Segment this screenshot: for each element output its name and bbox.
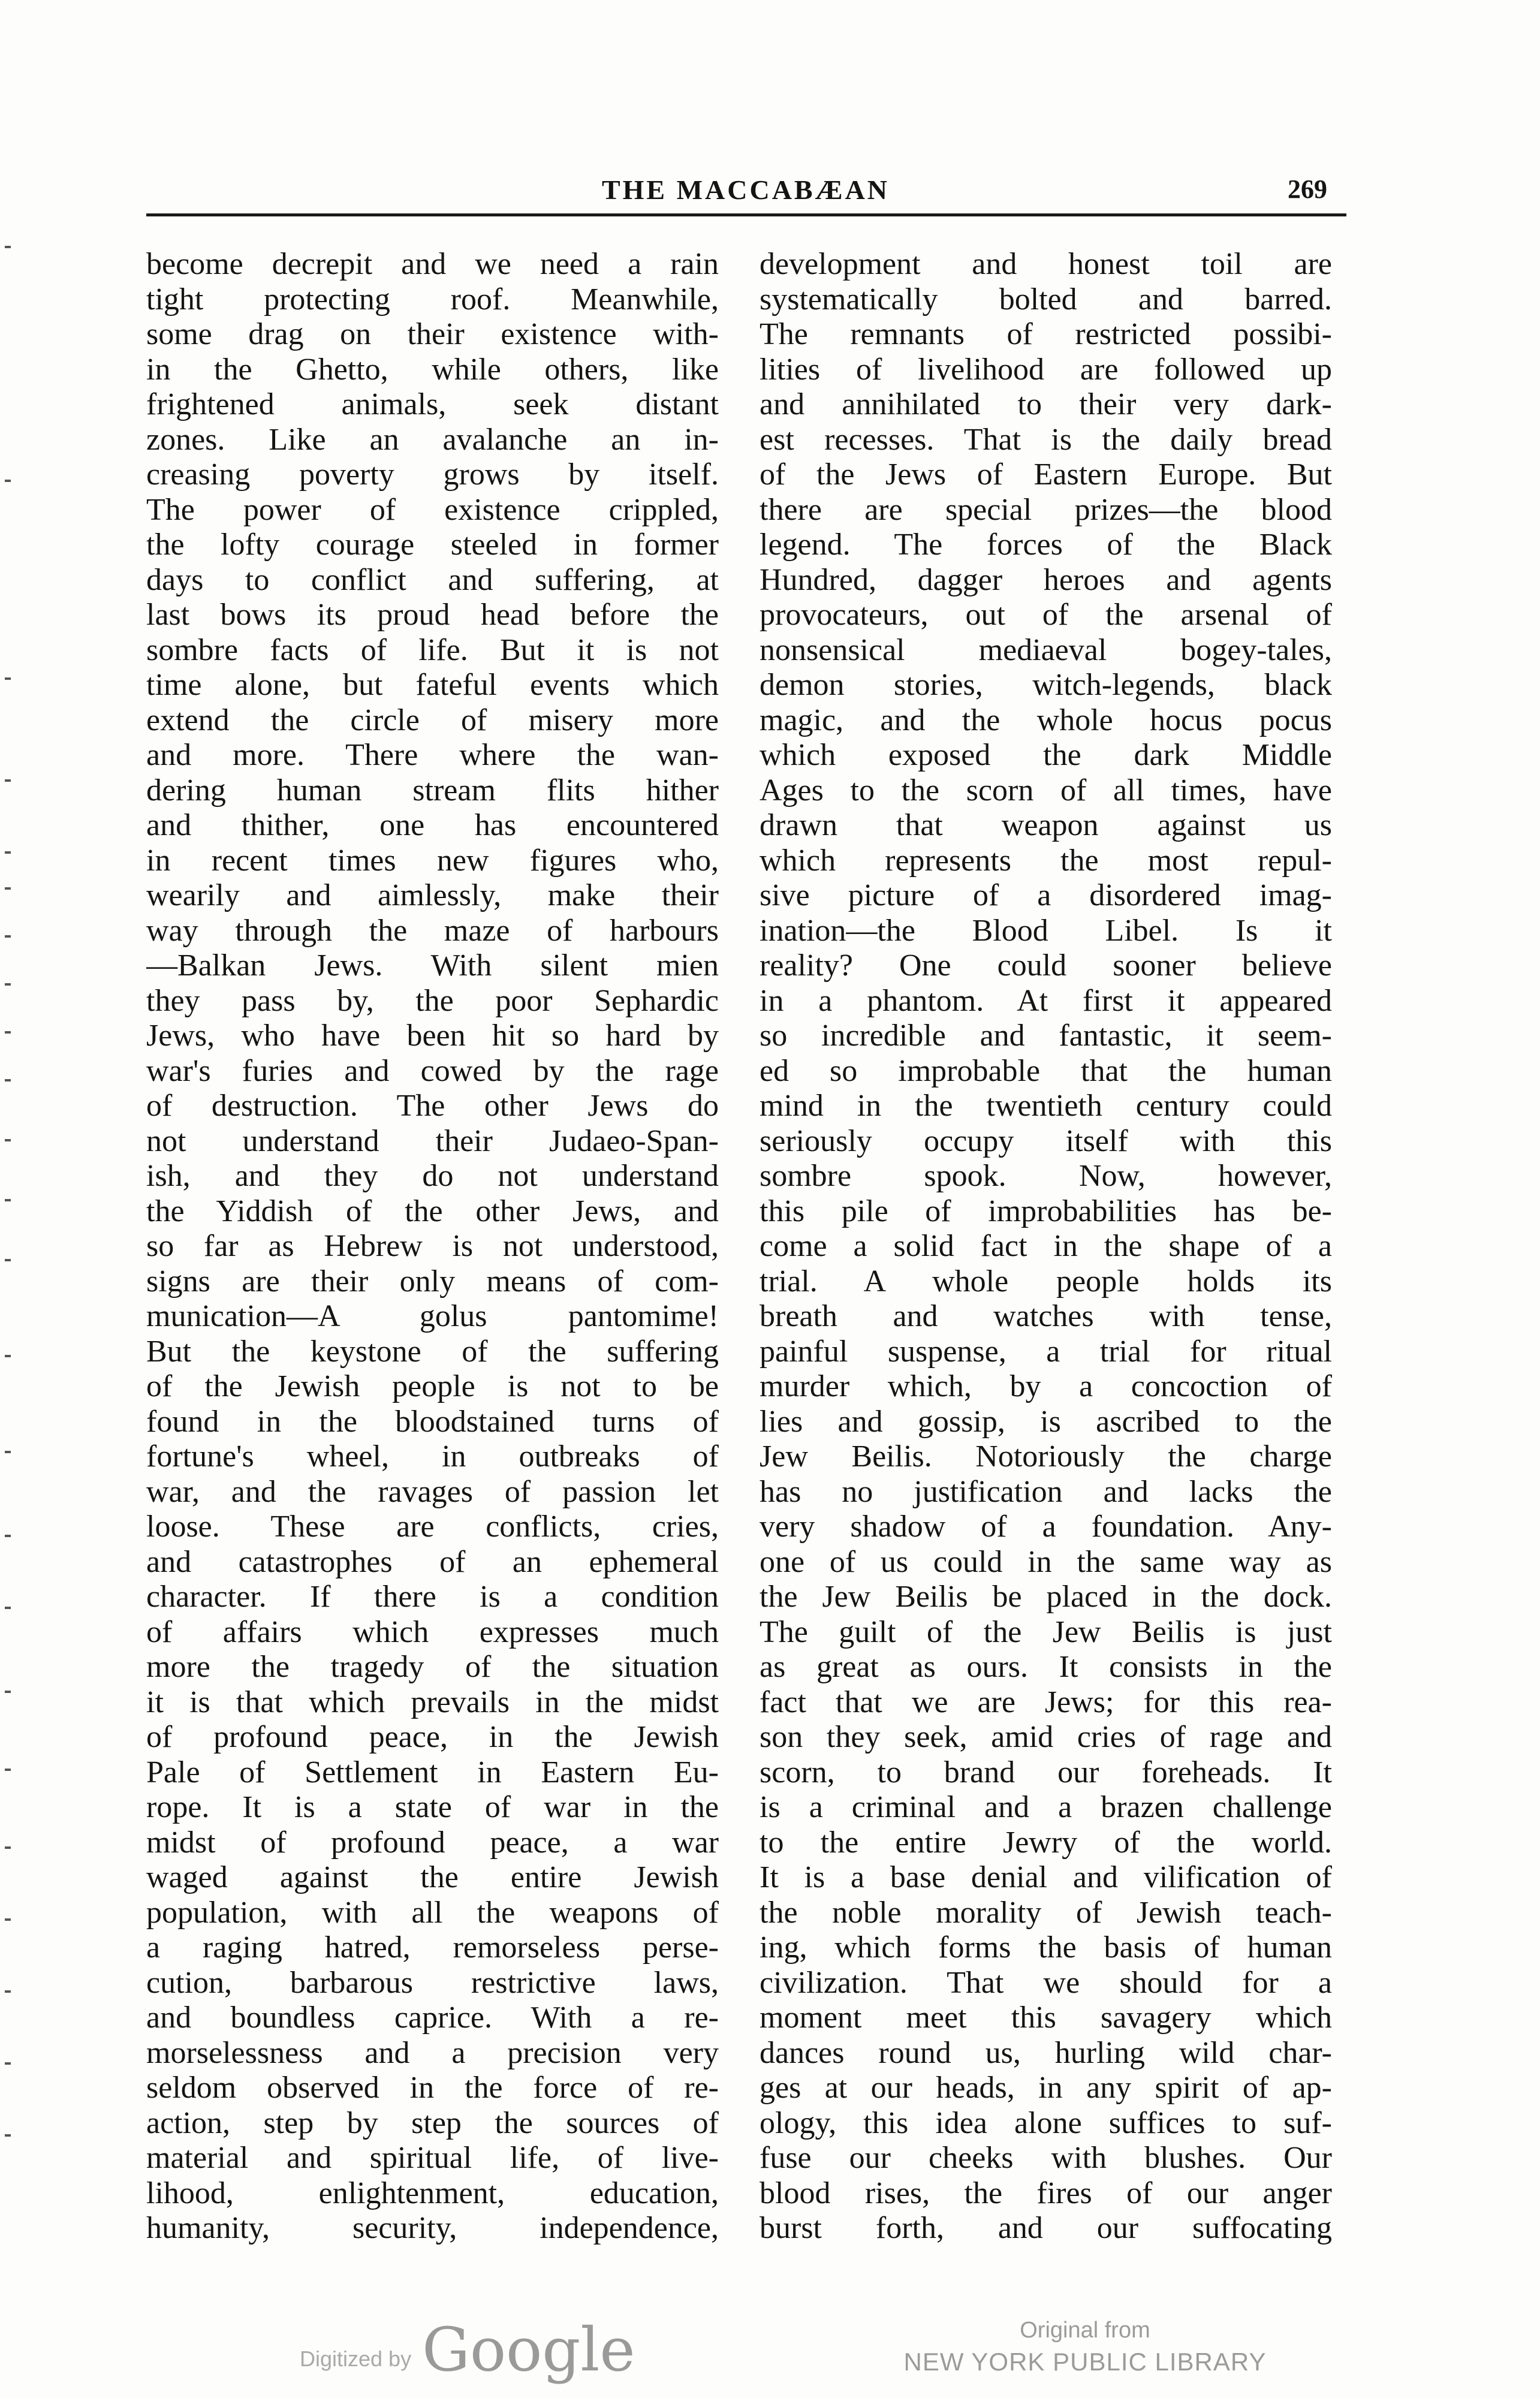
text-line: which represents the most repul- bbox=[760, 843, 1332, 878]
text-line: to the entire Jewry of the world. bbox=[760, 1825, 1332, 1860]
text-line: some drag on their existence with- bbox=[146, 317, 719, 351]
text-line: Pale of Settlement in Eastern Eu- bbox=[146, 1755, 719, 1790]
text-line: burst forth, and our suffocating bbox=[760, 2211, 1332, 2245]
digitized-by-watermark bbox=[300, 2314, 635, 2385]
scan-speck bbox=[5, 1451, 11, 1453]
text-line: murder which, by a concoction of bbox=[760, 1369, 1332, 1403]
text-line: of destruction. The other Jews do bbox=[146, 1089, 719, 1123]
text-line: The power of existence crippled, bbox=[146, 492, 719, 527]
text-line: est recesses. That is the daily bread bbox=[760, 422, 1332, 457]
scan-speck bbox=[5, 779, 11, 782]
text-line: morselessness and a precision very bbox=[146, 2035, 719, 2070]
text-line: wearily and aimlessly, make their bbox=[146, 878, 719, 912]
text-line: frightened animals, seek distant bbox=[146, 387, 719, 421]
scan-speck bbox=[5, 677, 11, 680]
scan-speck bbox=[5, 246, 11, 248]
text-line: cution, barbarous restrictive laws, bbox=[146, 1965, 719, 2000]
text-line: son they seek, amid cries of rage and bbox=[760, 1720, 1332, 1754]
scan-speck bbox=[5, 935, 11, 938]
text-line: signs are their only means of com- bbox=[146, 1264, 719, 1299]
text-line: development and honest toil are bbox=[760, 247, 1332, 281]
left-column bbox=[146, 247, 719, 2246]
text-line: lities of livelihood are followed up bbox=[760, 352, 1332, 387]
text-line: scorn, to brand our foreheads. It bbox=[760, 1755, 1332, 1790]
text-line: time alone, but fateful events which bbox=[146, 668, 719, 702]
scan-speck bbox=[5, 851, 11, 854]
text-line: Ages to the scorn of all times, have bbox=[760, 773, 1332, 808]
text-line: zones. Like an avalanche an in- bbox=[146, 422, 719, 457]
text-line: there are special prizes—the blood bbox=[760, 492, 1332, 527]
text-line: dering human stream flits hither bbox=[146, 773, 719, 808]
text-line: very shadow of a foundation. Any- bbox=[760, 1510, 1332, 1544]
scan-speck bbox=[5, 1079, 11, 1081]
text-line: seldom observed in the force of re- bbox=[146, 2071, 719, 2105]
scan-speck bbox=[5, 1031, 11, 1034]
text-line: of profound peace, in the Jewish bbox=[146, 1720, 719, 1754]
page-number: 269 bbox=[1288, 174, 1327, 204]
text-line: of the Jewish people is not to be bbox=[146, 1369, 719, 1403]
scan-speck bbox=[5, 1535, 11, 1537]
text-line: days to conflict and suffering, at bbox=[146, 562, 719, 597]
scan-speck bbox=[5, 1691, 11, 1693]
text-line: provocateurs, out of the arsenal of bbox=[760, 598, 1332, 632]
scan-speck bbox=[5, 2134, 11, 2137]
text-line: Jews, who have been hit so hard by bbox=[146, 1019, 719, 1053]
scan-speck bbox=[5, 983, 11, 986]
right-column bbox=[760, 247, 1332, 2246]
text-line: legend. The forces of the Black bbox=[760, 528, 1332, 562]
text-line: tight protecting roof. Meanwhile, bbox=[146, 282, 719, 317]
text-line: ination—the Blood Libel. Is it bbox=[760, 913, 1332, 948]
text-line: mind in the twentieth century could bbox=[760, 1089, 1332, 1123]
text-line: lihood, enlightenment, education, bbox=[146, 2176, 719, 2210]
text-line: demon stories, witch-legends, black bbox=[760, 668, 1332, 702]
text-line: is a criminal and a brazen challenge bbox=[760, 1790, 1332, 1824]
text-line: character. If there is a condition bbox=[146, 1580, 719, 1614]
text-line: the Jew Beilis be placed in the dock. bbox=[760, 1580, 1332, 1614]
text-line: in a phantom. At first it appeared bbox=[760, 983, 1332, 1018]
text-line: Hundred, dagger heroes and agents bbox=[760, 562, 1332, 597]
text-line: so incredible and fantastic, it seem- bbox=[760, 1019, 1332, 1053]
text-line: But the keystone of the suffering bbox=[146, 1334, 719, 1369]
text-line: moment meet this savagery which bbox=[760, 2001, 1332, 2035]
text-line: creasing poverty grows by itself. bbox=[146, 457, 719, 492]
text-line: and annihilated to their very dark- bbox=[760, 387, 1332, 421]
text-line: and boundless caprice. With a re- bbox=[146, 2001, 719, 2035]
text-line: sive picture of a disordered imag- bbox=[760, 878, 1332, 912]
text-line: of the Jews of Eastern Europe. But bbox=[760, 457, 1332, 492]
text-line: blood rises, the fires of our anger bbox=[760, 2176, 1332, 2210]
text-line: painful suspense, a trial for ritual bbox=[760, 1334, 1332, 1369]
text-line: lies and gossip, is ascribed to the bbox=[760, 1404, 1332, 1439]
scan-speck bbox=[5, 1199, 11, 1201]
text-line: become decrepit and we need a rain bbox=[146, 247, 719, 281]
text-line: Jew Beilis. Notoriously the charge bbox=[760, 1439, 1332, 1474]
text-line: which exposed the dark Middle bbox=[760, 738, 1332, 772]
text-line: the Yiddish of the other Jews, and bbox=[146, 1194, 719, 1228]
text-line: magic, and the whole hocus pocus bbox=[760, 703, 1332, 737]
text-line: it is that which prevails in the midst bbox=[146, 1685, 719, 1719]
text-line: a raging hatred, remorseless perse- bbox=[146, 1930, 719, 1965]
text-line: population, with all the weapons of bbox=[146, 1895, 719, 1930]
scan-speck bbox=[5, 1990, 11, 1993]
text-line: rope. It is a state of war in the bbox=[146, 1790, 719, 1824]
scan-speck bbox=[5, 480, 11, 482]
running-header bbox=[146, 174, 1345, 216]
text-line: in recent times new figures who, bbox=[146, 843, 719, 878]
scan-speck bbox=[5, 1259, 11, 1261]
text-line: material and spiritual life, of live- bbox=[146, 2141, 719, 2175]
text-line: and thither, one has encountered bbox=[146, 808, 719, 842]
text-line: in the Ghetto, while others, like bbox=[146, 352, 719, 387]
scan-margin-marks bbox=[0, 0, 24, 2398]
scan-speck bbox=[5, 1139, 11, 1141]
text-line: drawn that weapon against us bbox=[760, 808, 1332, 842]
text-line: last bows its proud head before the bbox=[146, 598, 719, 632]
scan-speck bbox=[5, 1918, 11, 1921]
scan-speck bbox=[5, 1607, 11, 1609]
text-line: and catastrophes of an ephemeral bbox=[146, 1544, 719, 1579]
digitized-by-label: Digitized by bbox=[300, 2346, 412, 2371]
text-line: ish, and they do not understand bbox=[146, 1159, 719, 1193]
text-line: nonsensical mediaeval bogey-tales, bbox=[760, 632, 1332, 667]
text-line: action, step by step the sources of bbox=[146, 2105, 719, 2140]
text-line: systematically bolted and barred. bbox=[760, 282, 1332, 317]
text-line: reality? One could sooner believe bbox=[760, 948, 1332, 983]
journal-title: THE MACCABÆAN bbox=[601, 174, 890, 205]
google-logo: Google bbox=[422, 2315, 635, 2385]
text-line: ology, this idea alone suffices to suf- bbox=[760, 2105, 1332, 2140]
text-line: come a solid fact in the shape of a bbox=[760, 1229, 1332, 1263]
scan-speck bbox=[5, 2062, 11, 2065]
header-rule bbox=[146, 213, 1346, 216]
scan-speck bbox=[5, 887, 11, 890]
text-line: The guilt of the Jew Beilis is just bbox=[760, 1614, 1332, 1649]
text-line: waged against the entire Jewish bbox=[146, 1860, 719, 1894]
text-line: loose. These are conflicts, cries, bbox=[146, 1510, 719, 1544]
text-line: ges at our heads, in any spirit of ap- bbox=[760, 2071, 1332, 2105]
text-line: The remnants of restricted possibi- bbox=[760, 317, 1332, 351]
text-line: ed so improbable that the human bbox=[760, 1053, 1332, 1088]
text-line: seriously occupy itself with this bbox=[760, 1123, 1332, 1158]
text-line: way through the maze of harbours bbox=[146, 913, 719, 948]
text-line: midst of profound peace, a war bbox=[146, 1825, 719, 1860]
text-line: has no justification and lacks the bbox=[760, 1474, 1332, 1509]
text-line: ing, which forms the basis of human bbox=[760, 1930, 1332, 1965]
text-line: this pile of improbabilities has be- bbox=[760, 1194, 1332, 1228]
text-line: the lofty courage steeled in former bbox=[146, 528, 719, 562]
text-line: —Balkan Jews. With silent mien bbox=[146, 948, 719, 983]
text-line: so far as Hebrew is not understood, bbox=[146, 1229, 719, 1263]
text-line: war, and the ravages of passion let bbox=[146, 1474, 719, 1509]
source-library-watermark bbox=[899, 2315, 1271, 2379]
text-line: extend the circle of misery more bbox=[146, 703, 719, 737]
scan-speck bbox=[5, 1846, 11, 1849]
text-line: sombre spook. Now, however, bbox=[760, 1159, 1332, 1193]
original-from-label: Original from bbox=[1020, 2318, 1150, 2343]
text-line: fuse our cheeks with blushes. Our bbox=[760, 2141, 1332, 2175]
text-line: It is a base denial and vilification of bbox=[760, 1860, 1332, 1894]
text-line: fact that we are Jews; for this rea- bbox=[760, 1685, 1332, 1719]
text-line: they pass by, the poor Sephardic bbox=[146, 983, 719, 1018]
text-line: more the tragedy of the situation bbox=[146, 1650, 719, 1684]
text-line: war's furies and cowed by the rage bbox=[146, 1053, 719, 1088]
library-name: NEW YORK PUBLIC LIBRARY bbox=[903, 2348, 1267, 2376]
text-line: sombre facts of life. But it is not bbox=[146, 632, 719, 667]
text-line: civilization. That we should for a bbox=[760, 1965, 1332, 2000]
text-line: munication—A golus pantomime! bbox=[146, 1299, 719, 1333]
text-line: not understand their Judaeo-Span- bbox=[146, 1123, 719, 1158]
text-line: found in the bloodstained turns of bbox=[146, 1404, 719, 1439]
text-line: and more. There where the wan- bbox=[146, 738, 719, 772]
text-line: dances round us, hurling wild char- bbox=[760, 2035, 1332, 2070]
text-line: as great as ours. It consists in the bbox=[760, 1650, 1332, 1684]
text-line: the noble morality of Jewish teach- bbox=[760, 1895, 1332, 1930]
scan-speck bbox=[5, 1769, 11, 1771]
text-line: of affairs which expresses much bbox=[146, 1614, 719, 1649]
text-line: humanity, security, independence, bbox=[146, 2211, 719, 2245]
text-line: breath and watches with tense, bbox=[760, 1299, 1332, 1333]
text-line: trial. A whole people holds its bbox=[760, 1264, 1332, 1299]
scan-speck bbox=[5, 1355, 11, 1357]
text-line: one of us could in the same way as bbox=[760, 1544, 1332, 1579]
text-line: fortune's wheel, in outbreaks of bbox=[146, 1439, 719, 1474]
